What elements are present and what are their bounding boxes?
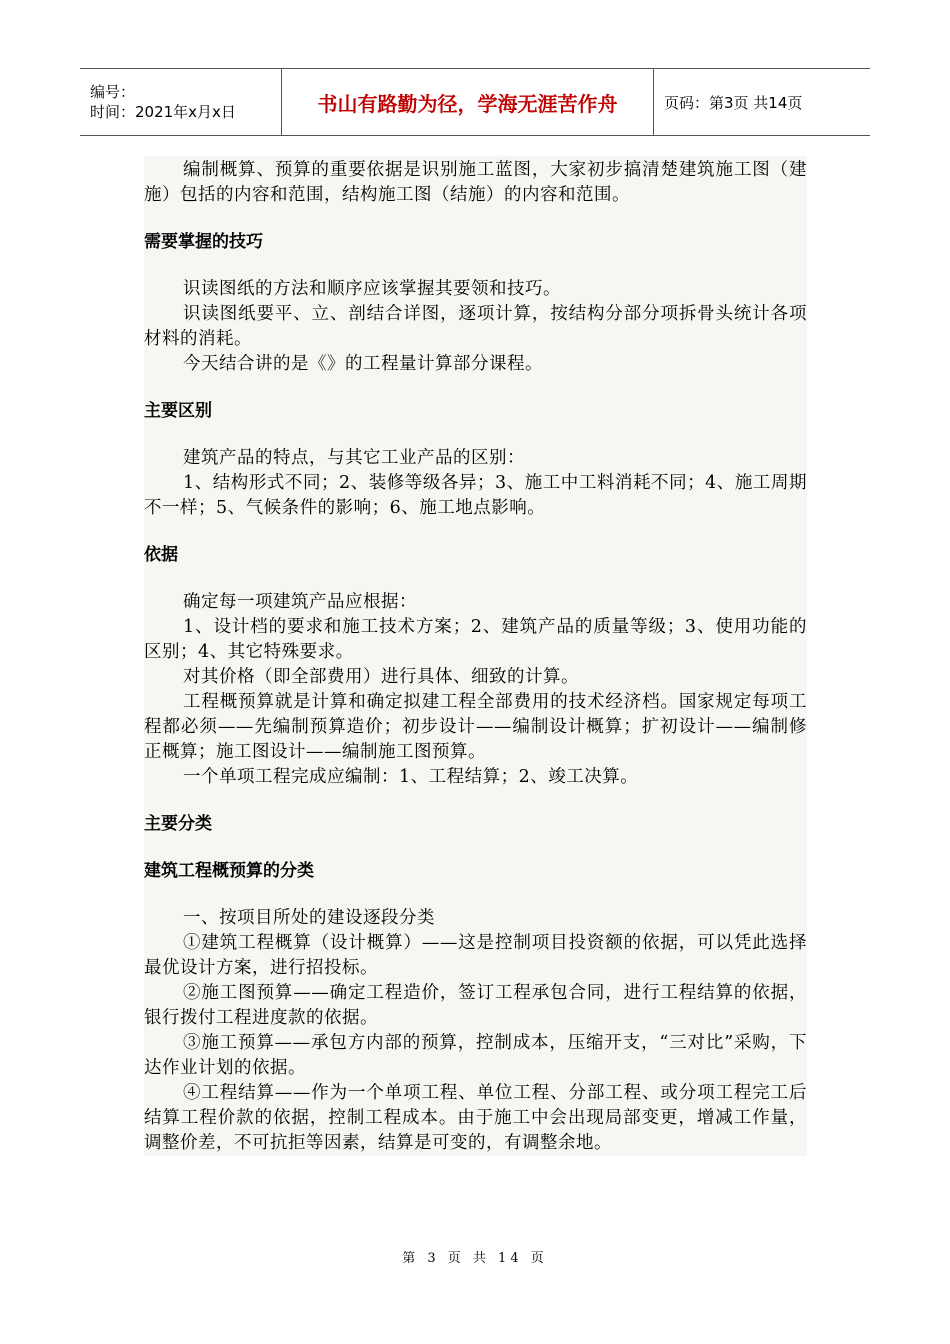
section-heading: 主要区别 — [144, 401, 212, 421]
paragraph: 1、设计档的要求和施工技术方案；2、建筑产品的质量等级；3、使用功能的区别；4、其它特殊要求。 — [144, 617, 807, 662]
header-page-info-cell — [654, 69, 870, 135]
doc-code-label: 编号： — [90, 83, 136, 101]
header-motto-cell — [282, 69, 654, 135]
section-heading: 依据 — [144, 545, 178, 565]
paragraph: 工程概预算就是计算和确定拟建工程全部费用的技术经济档。国家规定每项工程都必须——先编制预算造价；初步设计——编制设计概算；扩初设计——编制修正概算；施工图设计——编制施工图预算。 — [144, 692, 807, 762]
document-body — [144, 156, 807, 1156]
paragraph: 编制概算、预算的重要依据是识别施工蓝图，大家初步搞清楚建筑施工图（建施）包括的内容和范围，结构施工图（结施）的内容和范围。 — [144, 160, 807, 205]
paragraph: ③施工预算——承包方内部的预算，控制成本，压缩开支，“三对比”采购，下达作业计划的依据。 — [144, 1033, 807, 1078]
doc-date: 时间：2021年x月x日 — [90, 103, 236, 121]
paragraph: ①建筑工程概算（设计概算）——这是控制项目投资额的依据，可以凭此选择最优设计方案，进行招投标。 — [144, 933, 807, 978]
header-motto: 书山有路勤为径，学海无涯苦作舟 — [317, 91, 618, 116]
header-meta — [80, 69, 282, 135]
section-heading: 主要分类 — [144, 814, 212, 834]
section-heading: 建筑工程概预算的分类 — [144, 861, 314, 881]
paragraph: ④工程结算——作为一个单项工程、单位工程、分部工程、或分项工程完工后结算工程价款的依据，控制工程成本。由于施工中会出现局部变更，增减工作量，调整价差，不可抗拒等因素，结算是可变的，有调整余地。 — [144, 1083, 807, 1153]
paragraph: 识读图纸的方法和顺序应该掌握其要领和技巧。 — [183, 279, 561, 299]
page-header — [80, 68, 870, 136]
paragraph: 建筑产品的特点，与其它工业产品的区别： — [183, 448, 525, 468]
paragraph: 一个单项工程完成应编制：1、工程结算；2、竣工决算。 — [183, 767, 639, 787]
paragraph: 1、结构形式不同；2、装修等级各异；3、施工中工料消耗不同；4、施工周期不一样；5、气候条件的影响；6、施工地点影响。 — [144, 473, 807, 518]
paragraph: 对其价格（即全部费用）进行具体、细致的计算。 — [183, 667, 579, 687]
paragraph: 确定每一项建筑产品应根据： — [183, 592, 417, 612]
header-page-info: 页码：第3页 共14页 — [664, 93, 803, 112]
paragraph: ②施工图预算——确定工程造价，签订工程承包合同，进行工程结算的依据，银行拨付工程进度款的依据。 — [144, 983, 807, 1028]
paragraph: 一、按项目所处的建设逐段分类 — [183, 908, 435, 928]
paragraph: 今天结合讲的是《》的工程量计算部分课程。 — [183, 354, 543, 374]
paragraph: 识读图纸要平、立、剖结合详图，逐项计算，按结构分部分项拆骨头统计各项材料的消耗。 — [144, 304, 807, 349]
page-footer: 第 3 页 共 14 页 — [402, 1251, 548, 1266]
section-heading: 需要掌握的技巧 — [144, 232, 263, 252]
